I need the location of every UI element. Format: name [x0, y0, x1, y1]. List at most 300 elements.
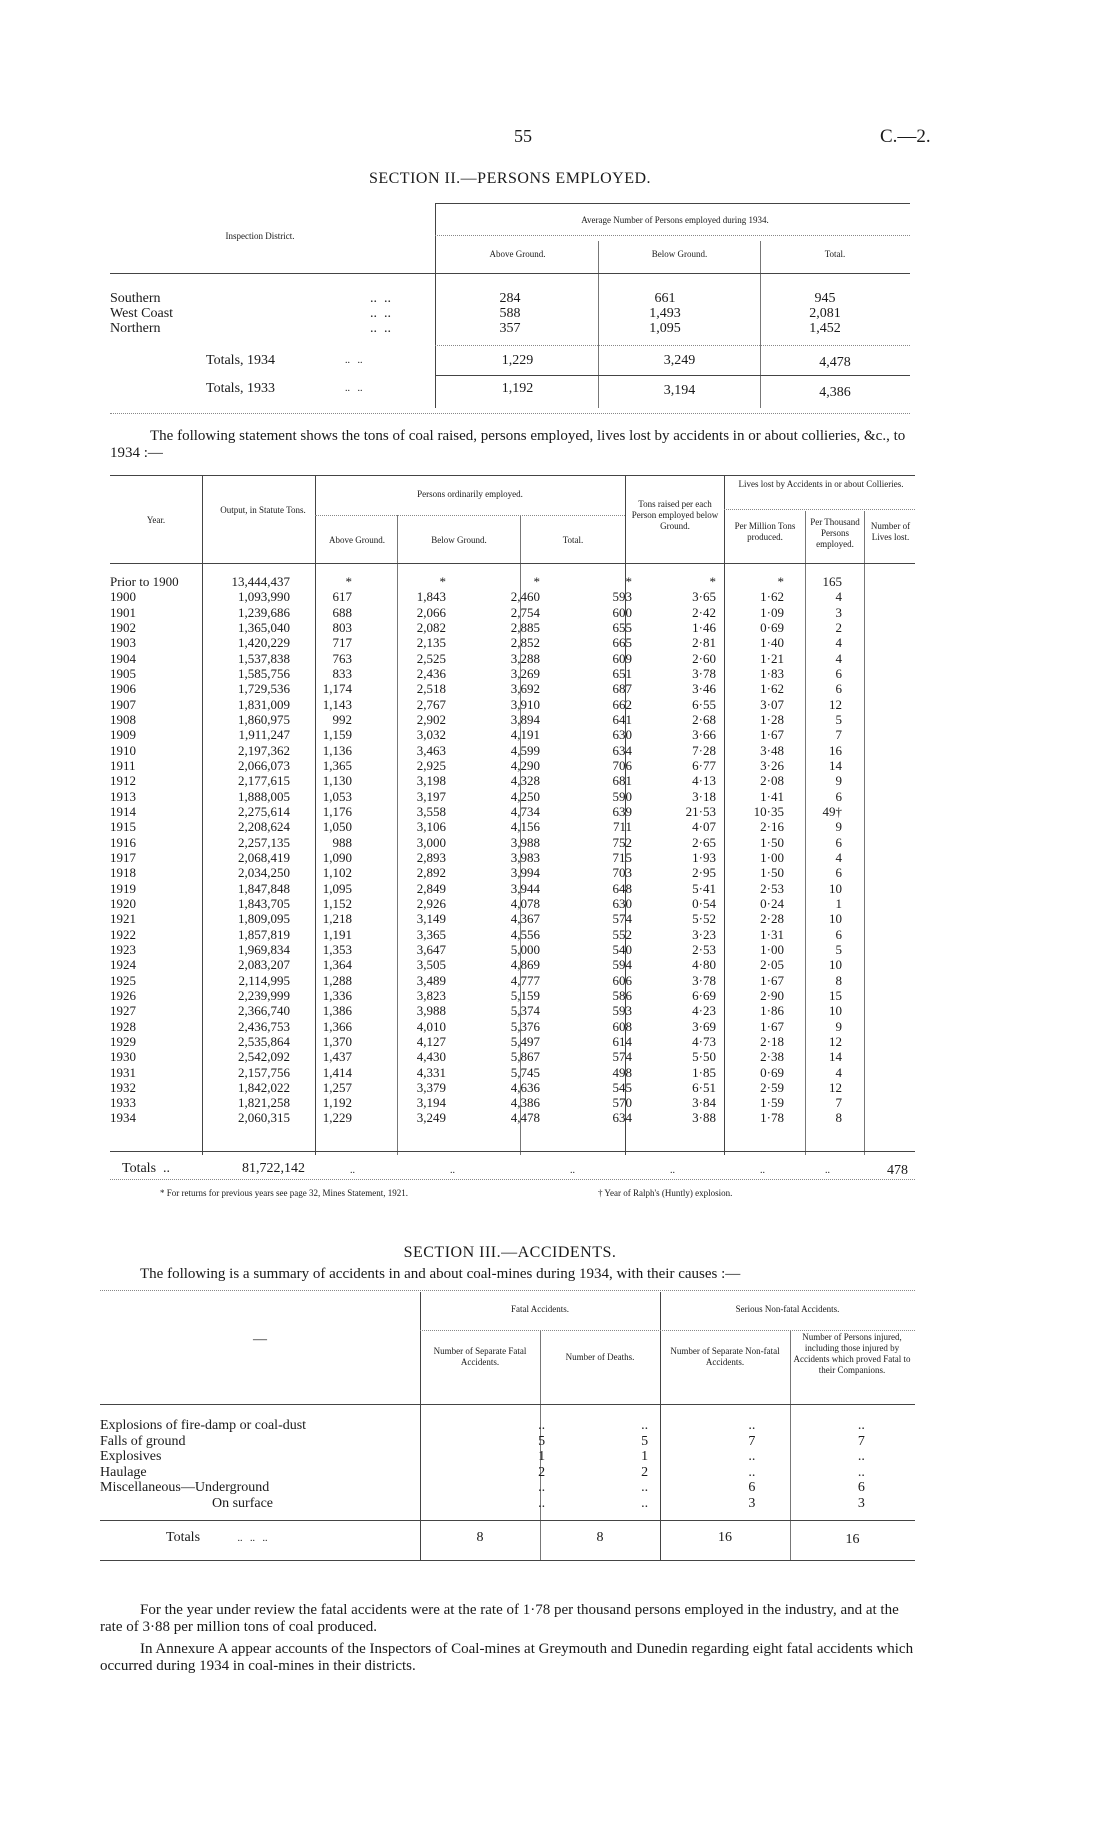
h-below: Below Ground.	[431, 535, 487, 545]
cell-per-thousand: 1·78	[760, 1110, 784, 1126]
table-row	[100, 1496, 915, 1512]
cell-per-million: 3·78	[692, 972, 716, 988]
cell-below: 3,988	[416, 1003, 446, 1019]
cell-year: 1904	[110, 650, 136, 666]
cell-above: 1,386	[322, 1003, 352, 1019]
cell-deaths: 2	[641, 1464, 649, 1480]
leader-dots: .. ..	[345, 355, 363, 366]
cell-total: 3,988	[510, 834, 540, 850]
cell-year: 1917	[110, 849, 136, 865]
cell-tons-per-person: 614	[612, 1033, 632, 1049]
cell-per-thousand: 1·83	[760, 665, 784, 681]
cell-per-thousand: 2·53	[760, 880, 784, 896]
h-total: Total.	[562, 535, 584, 545]
cell-total: 5,497	[510, 1033, 540, 1049]
cell-year: 1913	[110, 788, 136, 804]
cell-output: 2,114,995	[238, 972, 290, 988]
cell-total: 5,745	[510, 1064, 540, 1080]
table-row	[110, 1110, 856, 1125]
h-tons: Tons raised per each Person employed below Ground.	[631, 499, 719, 531]
cell-below: 2,066	[416, 604, 446, 620]
cell-lives-lost: 14	[829, 757, 842, 773]
cell-above: 1,437	[322, 1049, 352, 1065]
cell-above: 1,218	[322, 911, 352, 927]
cell-tons-per-person: 552	[612, 926, 632, 942]
table-row	[110, 911, 856, 926]
cell-below: 3,823	[416, 987, 446, 1003]
cause-label: Explosions of fire-damp or coal-dust	[100, 1418, 307, 1433]
cell-per-million: 3·18	[692, 788, 716, 804]
cell-below: 3,032	[416, 727, 446, 743]
district-table	[110, 203, 910, 418]
cell-output: 2,177,615	[238, 773, 290, 789]
cell-per-million: 6·51	[692, 1079, 716, 1095]
cell-tons-per-person: 594	[612, 957, 632, 973]
cell-above: 1,288	[322, 972, 352, 988]
h-above: Above Ground.	[329, 535, 385, 545]
cell-output: 2,366,740	[238, 1003, 290, 1019]
cell-year: 1909	[110, 727, 136, 743]
cell-below: 4,010	[416, 1018, 446, 1034]
cell-below: 2,892	[416, 865, 446, 881]
cell-per-million: 2·65	[692, 834, 716, 850]
cell-year: 1919	[110, 880, 136, 896]
cell-tons-per-person: 706	[612, 757, 632, 773]
table-row	[110, 789, 856, 804]
cell-tons-per-person: 711	[612, 819, 632, 835]
cell-total: 4,734	[510, 803, 540, 819]
h-injured: Number of Persons injured, including those injured by Accidents which proved Fatal to their Companions.	[793, 1332, 911, 1375]
section-3-title: SECTION III.—ACCIDENTS.	[403, 1244, 617, 1261]
cell-separate-fatal: ..	[538, 1480, 546, 1495]
cell-per-million: 21·53	[685, 803, 716, 819]
table-row	[110, 1049, 856, 1064]
cell-per-million: 2·60	[692, 650, 716, 666]
cell-below: *	[439, 574, 446, 589]
cell-tons-per-person: 681	[612, 773, 632, 789]
cell-year: 1900	[110, 589, 136, 605]
cell-tons-per-person: 545	[612, 1079, 632, 1095]
cell-per-million: 7·28	[692, 742, 716, 758]
cell-persons-injured: ..	[857, 1418, 865, 1433]
cell-total: 4,869	[510, 957, 540, 973]
cell-total: *	[533, 574, 540, 589]
cell-tons-per-person: 586	[612, 987, 632, 1003]
cell-above: 1,143	[322, 696, 352, 712]
cell-per-million: 6·77	[692, 757, 716, 773]
cell-lives-lost: 10	[829, 957, 842, 973]
cell-above: 1,152	[322, 895, 352, 911]
acc-totals-sf: 8	[476, 1530, 484, 1545]
leader-dots: .. ..	[345, 383, 363, 394]
h-nonfatal: Serious Non-fatal Accidents.	[735, 1304, 840, 1314]
cell-tons-per-person: *	[625, 574, 632, 589]
table-row	[110, 758, 856, 773]
cell-per-thousand: 3·26	[760, 757, 784, 773]
cell-lives-lost: 4	[835, 635, 842, 651]
h-year: Year.	[146, 515, 166, 525]
cell-total: 4,777	[510, 972, 540, 988]
cell-total: 4,556	[510, 926, 540, 942]
cell-year: Prior to 1900	[110, 574, 179, 589]
cell-below: 2,436	[416, 665, 446, 681]
cell-output: 2,060,315	[238, 1110, 290, 1126]
cell-output: 2,034,250	[238, 865, 290, 881]
cell-year: 1906	[110, 681, 136, 697]
cell-lives-lost: 49†	[822, 803, 842, 819]
h-blank: —	[253, 1332, 267, 1347]
cell-output: 1,809,095	[238, 911, 290, 927]
document-code: C.—2.	[880, 126, 931, 147]
table-row	[110, 881, 856, 896]
district-name: West Coast	[110, 306, 174, 321]
cell-deaths: 1	[641, 1449, 649, 1464]
leader-dots: ..	[825, 1165, 830, 1176]
cell-tons-per-person: 715	[612, 849, 632, 865]
cell-lives-lost: 12	[829, 1079, 842, 1095]
cell-year: 1928	[110, 1018, 136, 1034]
cell-tons-per-person: 593	[612, 1003, 632, 1019]
cell-output: 1,969,834	[238, 941, 290, 957]
cell-year: 1934	[110, 1110, 136, 1126]
cell-output: 1,843,705	[238, 895, 290, 911]
table-row	[110, 1003, 856, 1018]
cell-output: 1,239,686	[238, 604, 290, 620]
cell-separate-nonfatal: ..	[748, 1418, 756, 1433]
cell-below: 3,379	[416, 1079, 446, 1095]
cell-above: 1,257	[322, 1079, 352, 1095]
cell-per-thousand: 2·59	[760, 1079, 784, 1095]
cell-lives-lost: 6	[835, 788, 842, 804]
cell-per-thousand: 2·05	[760, 957, 784, 973]
cell-above: 1,365	[322, 757, 352, 773]
cell-output: 1,093,990	[238, 589, 290, 605]
cell-below: 4,430	[416, 1049, 446, 1065]
cell-output: 2,239,999	[238, 987, 290, 1003]
cell-separate-nonfatal: ..	[748, 1464, 756, 1480]
table-row	[100, 1465, 915, 1481]
cell-below: 3,505	[416, 957, 446, 973]
cell-per-million: 2·68	[692, 711, 716, 727]
cell-below: 3,463	[416, 742, 446, 758]
cell-below: 2,525	[416, 650, 446, 666]
cell-separate-fatal: 1	[538, 1449, 546, 1464]
cell-lives-lost: 4	[835, 589, 842, 605]
cell-output: 2,542,092	[238, 1049, 290, 1065]
cell-per-million: 4·73	[692, 1033, 716, 1049]
cell-above: 833	[332, 665, 352, 681]
cell-output: 2,275,614	[238, 803, 290, 819]
cell-per-million: 5·41	[692, 880, 716, 896]
cell-per-thousand: 0·69	[760, 619, 784, 635]
cell-below: 3,558	[416, 803, 446, 819]
cell-year: 1912	[110, 773, 136, 789]
table-row	[110, 988, 856, 1003]
h-fatal: Fatal Accidents.	[511, 1304, 569, 1314]
cell-output: 2,068,419	[238, 849, 290, 865]
cell-year: 1922	[110, 926, 136, 942]
cell-per-million: 6·55	[692, 696, 716, 712]
cell-per-million: 3·23	[692, 926, 716, 942]
cause-label: Miscellaneous—Underground	[100, 1480, 270, 1495]
cell-lives-lost: 165	[822, 574, 842, 589]
cell-per-million: 0·54	[692, 895, 716, 911]
cell-per-million: 3·66	[692, 727, 716, 743]
cell-per-million: 5·52	[692, 911, 716, 927]
cell-lives-lost: 1	[835, 895, 842, 911]
cell-year: 1920	[110, 895, 136, 911]
cell-below: 4,127	[416, 1033, 446, 1049]
cell-lives-lost: 5	[835, 941, 842, 957]
cell-below: 2,518	[416, 681, 446, 697]
cell-output: 1,860,975	[238, 711, 290, 727]
table-row	[110, 942, 856, 957]
cell-below: 1,493	[649, 306, 681, 321]
cell-lives-lost: 4	[835, 849, 842, 865]
cell-total: 3,983	[510, 849, 540, 865]
totals-1933-label: Totals, 1933	[206, 381, 276, 396]
cell-lives-lost: 15	[829, 987, 842, 1003]
cell-year: 1929	[110, 1033, 136, 1049]
cell-tons-per-person: 639	[612, 803, 632, 819]
cell-per-thousand: 1·40	[760, 635, 784, 651]
cell-output: 1,365,040	[238, 619, 290, 635]
cell-tons-per-person: 641	[612, 711, 632, 727]
acc-totals-d: 8	[596, 1530, 604, 1545]
cell-above: 988	[332, 834, 352, 850]
cell-output: 1,729,536	[238, 681, 290, 697]
cell-output: 2,208,624	[238, 819, 290, 835]
cell-total: 5,000	[510, 941, 540, 957]
leader-dots: ..	[670, 1165, 675, 1176]
cell-tons-per-person: 703	[612, 865, 632, 881]
cell-per-thousand: 2·90	[760, 987, 784, 1003]
cell-tons-per-person: 630	[612, 727, 632, 743]
table-row	[110, 727, 856, 742]
cell-persons-injured: 7	[857, 1433, 865, 1449]
cell-lives-lost: 16	[829, 742, 842, 758]
cell-tons-per-person: 606	[612, 972, 632, 988]
footnote-star: * For returns for previous years see page 32, Mines Statement, 1921.	[160, 1188, 408, 1198]
cell-above: 1,229	[322, 1110, 352, 1126]
table-row	[110, 681, 856, 696]
cell-total: 2,754	[510, 604, 540, 620]
cell-per-million: 1·46	[692, 619, 716, 635]
table-row: Southern .. .. 284 661 945	[110, 291, 905, 306]
cell-below: 2,902	[416, 711, 446, 727]
cell-tons-per-person: 600	[612, 604, 632, 620]
cell-per-million: 4·23	[692, 1003, 716, 1019]
cell-tons-per-person: 655	[612, 619, 632, 635]
cell-tons-per-person: 570	[612, 1095, 632, 1111]
cell-output: 1,537,838	[238, 650, 290, 666]
cell-year: 1910	[110, 742, 136, 758]
table-row	[110, 819, 856, 834]
cell-above: 1,130	[322, 773, 352, 789]
cause-label: Falls of ground	[100, 1433, 186, 1449]
acc-totals-text: Totals	[166, 1530, 201, 1545]
footnote-dagger: † Year of Ralph's (Huntly) explosion.	[598, 1188, 733, 1198]
cell-per-thousand: 2·18	[760, 1033, 784, 1049]
cell-tons-per-person: 590	[612, 788, 632, 804]
cell-persons-injured: 6	[857, 1480, 865, 1495]
cell-above: 617	[332, 589, 352, 605]
cell-per-million: 3·88	[692, 1110, 716, 1126]
cell-lives-lost: 7	[835, 1095, 842, 1111]
cell-total: 4,599	[510, 742, 540, 758]
cell-total: 5,376	[510, 1018, 540, 1034]
cell-below: 2,082	[416, 619, 446, 635]
cell-lives-lost: 10	[829, 911, 842, 927]
table-row	[110, 1080, 856, 1095]
cell-above: 284	[499, 291, 521, 306]
cell-below: 3,194	[416, 1095, 446, 1111]
cause-label: On surface	[212, 1495, 274, 1511]
totals-1934-label: Totals, 1934	[206, 353, 276, 368]
table-row	[110, 620, 856, 635]
cell-per-million: 2·42	[692, 604, 716, 620]
cell-total: 5,867	[510, 1049, 540, 1065]
cell-output: 1,911,247	[238, 727, 290, 743]
cell-tons-per-person: 648	[612, 880, 632, 896]
table-row	[110, 743, 856, 758]
cell-per-million: 6·69	[692, 987, 716, 1003]
table-row	[110, 605, 856, 620]
cell-tons-per-person: 498	[612, 1064, 632, 1080]
h-sep-nonfatal: Number of Separate Non-fatal Accidents.	[670, 1346, 780, 1367]
cell-below: 3,106	[416, 819, 446, 835]
cell-tons-per-person: 687	[612, 681, 632, 697]
cell-above: 1,353	[322, 941, 352, 957]
table-row	[100, 1480, 915, 1496]
table-row	[100, 1449, 915, 1465]
cell-year: 1902	[110, 619, 136, 635]
cell-separate-nonfatal: 6	[748, 1480, 756, 1495]
table-row	[110, 635, 856, 650]
cell-persons-injured: ..	[857, 1464, 865, 1480]
cell-total: 2,460	[510, 589, 540, 605]
h-per-million: Per Million Tons produced.	[734, 521, 796, 542]
table-row	[110, 804, 856, 819]
table-row	[110, 712, 856, 727]
table-row	[110, 651, 856, 666]
cell-above: 1,050	[322, 819, 352, 835]
cell-separate-nonfatal: ..	[748, 1449, 756, 1464]
cell-tons-per-person: 609	[612, 650, 632, 666]
table-row	[110, 835, 856, 850]
cell-total: 945	[814, 291, 836, 306]
totals-1933-above: 1,192	[501, 381, 534, 396]
table-row	[110, 589, 856, 604]
cell-below: 3,647	[416, 941, 446, 957]
cell-lives-lost: 6	[835, 865, 842, 881]
cell-tons-per-person: 662	[612, 696, 632, 712]
cell-below: 3,249	[416, 1110, 446, 1126]
cell-per-million: 3·46	[692, 681, 716, 697]
acc-totals-snf: 16	[718, 1530, 732, 1545]
cell-below: 3,000	[416, 834, 446, 850]
cell-output: 1,420,229	[238, 635, 290, 651]
accidents-rows	[100, 1418, 915, 1511]
accidents-table	[100, 1290, 915, 1590]
cell-above: 1,336	[322, 987, 352, 1003]
cell-per-thousand: 1·00	[760, 849, 784, 865]
cell-per-thousand: 0·24	[760, 895, 784, 911]
cell-below: 2,849	[416, 880, 446, 896]
cell-separate-nonfatal: 7	[748, 1433, 756, 1449]
cell-output: 1,831,009	[238, 696, 290, 712]
cell-output: 2,436,753	[238, 1018, 290, 1034]
cell-separate-nonfatal: 3	[748, 1495, 756, 1511]
cell-lives-lost: 9	[835, 773, 842, 789]
cell-below: 3,489	[416, 972, 446, 988]
cell-per-thousand: 1·50	[760, 834, 784, 850]
cell-per-million: 3·84	[692, 1095, 716, 1111]
cell-above: 1,414	[322, 1064, 352, 1080]
cell-per-thousand: 1·67	[760, 727, 784, 743]
cell-below: 2,767	[416, 696, 446, 712]
table-row	[100, 1418, 915, 1434]
cell-per-thousand: 1·00	[760, 941, 784, 957]
cell-above: 1,364	[322, 957, 352, 973]
totals-text: Totals	[122, 1161, 157, 1176]
cell-separate-fatal: 2	[538, 1464, 546, 1480]
cell-deaths: 5	[641, 1433, 649, 1449]
cell-above: 588	[499, 306, 521, 321]
totals-output: 81,722,142	[242, 1161, 305, 1176]
cell-per-thousand: 0·69	[760, 1064, 784, 1080]
h-deaths: Number of Deaths.	[565, 1352, 635, 1362]
cell-year: 1921	[110, 911, 136, 927]
cell-total: 2,081	[809, 306, 841, 321]
col-group-header: Average Number of Persons employed during 1934.	[581, 215, 769, 225]
cell-lives-lost: 10	[829, 880, 842, 896]
totals-1934-below: 3,249	[663, 353, 696, 368]
cell-above: 1,102	[322, 865, 352, 881]
totals-label: Totals ..	[122, 1161, 171, 1176]
cell-tons-per-person: 608	[612, 1018, 632, 1034]
cell-lives-lost: 12	[829, 696, 842, 712]
cell-separate-fatal: 5	[538, 1433, 546, 1449]
cell-above: 1,090	[322, 849, 352, 865]
cell-per-million: 5·50	[692, 1049, 716, 1065]
cell-total: 3,269	[510, 665, 540, 681]
cell-per-thousand: 2·38	[760, 1049, 784, 1065]
cell-below: 661	[654, 291, 676, 306]
table-row	[110, 666, 856, 681]
cell-above: 688	[332, 604, 352, 620]
cell-lives-lost: 9	[835, 1018, 842, 1034]
cell-lives-lost: 7	[835, 727, 842, 743]
cell-year: 1914	[110, 803, 136, 819]
cell-year: 1932	[110, 1079, 136, 1095]
cell-below: 1,843	[416, 589, 446, 605]
cell-year: 1908	[110, 711, 136, 727]
cell-per-million: 4·13	[692, 773, 716, 789]
employment-table	[110, 475, 915, 1190]
cell-above: 1,192	[322, 1095, 352, 1111]
cell-year: 1926	[110, 987, 136, 1003]
cell-total: 3,910	[510, 696, 540, 712]
totals-1933-below: 3,194	[663, 383, 696, 398]
cell-year: 1901	[110, 604, 136, 620]
cell-tons-per-person: 630	[612, 895, 632, 911]
cell-above: 1,366	[322, 1018, 352, 1034]
cell-year: 1918	[110, 865, 136, 881]
table-row	[110, 1095, 856, 1110]
cause-label: Haulage	[100, 1464, 147, 1480]
cell-below: 1,095	[649, 321, 681, 336]
